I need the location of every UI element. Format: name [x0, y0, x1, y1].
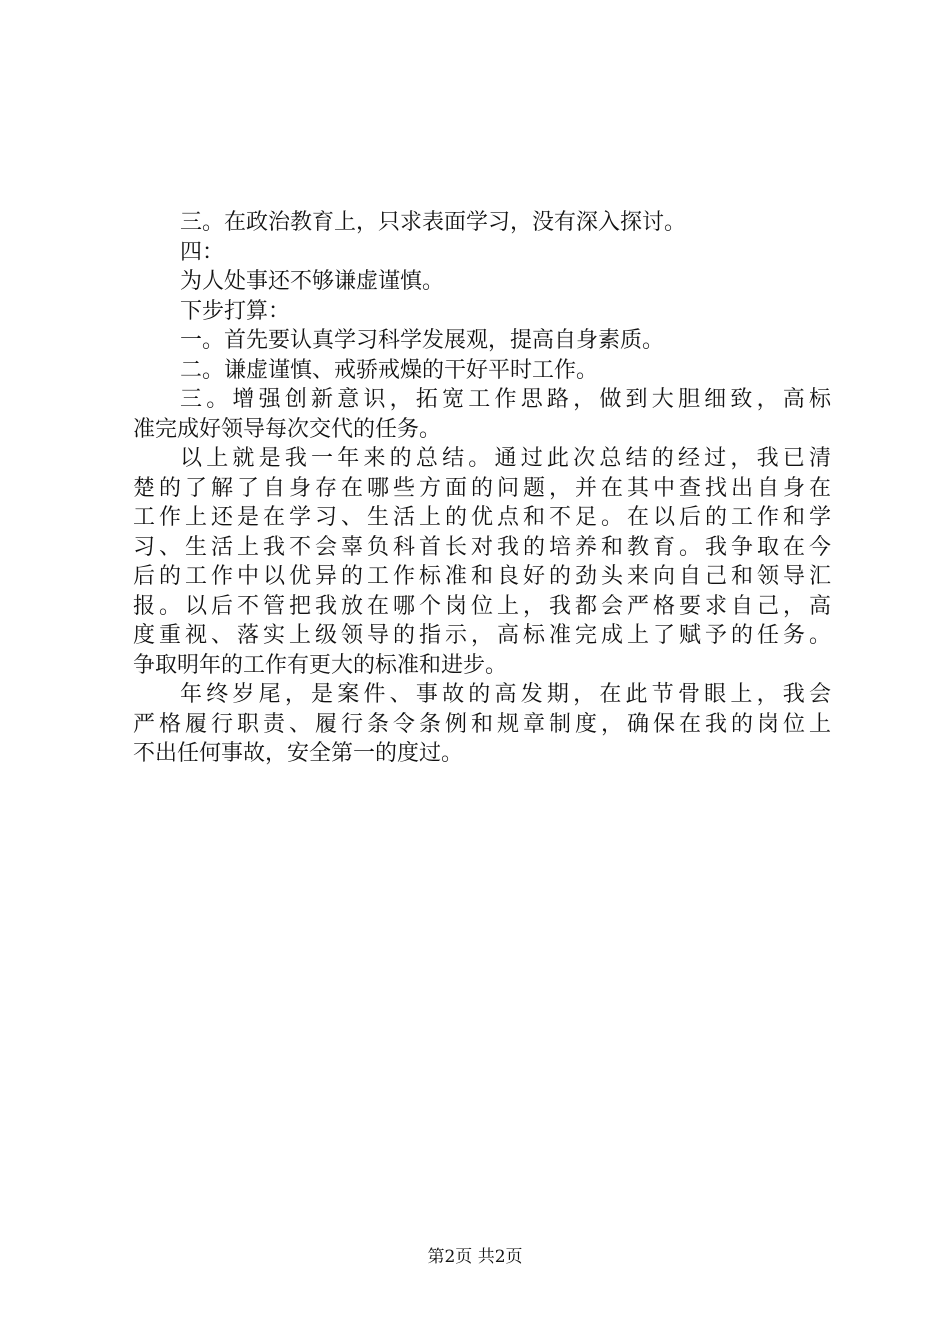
summary-line: 工作上还是在学习、生活上的优点和不足。在以后的工作和学: [133, 505, 831, 530]
text-line: 准完成好领导每次交代的任务。: [133, 416, 442, 442]
text-line: 一。首先要认真学习科学发展观，提高自身素质。: [180, 328, 665, 353]
closing-line: 年终岁尾，是案件、事故的高发期，在此节骨眼上，我会: [180, 682, 831, 707]
text-line: 二。谦虚谨慎、戒骄戒燥的干好平时工作。: [180, 357, 599, 383]
summary-line: 习、生活上我不会辜负科首长对我的培养和教育。我争取在今: [133, 534, 831, 560]
text-line: 为人处事还不够谦虚谨慎。: [180, 269, 445, 294]
summary-line: 楚的了解了自身存在哪些方面的问题，并在其中查找出自身在: [133, 475, 831, 501]
closing-line: 严格履行职责、履行条令条例和规章制度，确保在我的岗位上: [133, 711, 831, 737]
document-body: [133, 208, 831, 769]
closing-line: 不出任何事故，安全第一的度过。: [133, 741, 464, 766]
summary-line: 争取明年的工作有更大的标准和进步。: [133, 652, 508, 678]
summary-line: 后的工作中以优异的工作标准和良好的劲头来向自己和领导汇: [133, 564, 831, 589]
text-line: 四：: [180, 239, 225, 265]
text-line: 下步打算：: [180, 298, 291, 324]
summary-line: 报。以后不管把我放在哪个岗位上，我都会严格要求自己，高: [133, 593, 831, 619]
page-number-footer: 第2页 共2页: [427, 1247, 523, 1267]
text-line: 三。在政治教育上，只求表面学习，没有深入探讨。: [180, 210, 687, 235]
summary-line: 以上就是我一年来的总结。通过此次总结的经过，我已清: [180, 446, 831, 471]
text-line: 三。增强创新意识，拓宽工作思路，做到大胆细致，高标: [180, 387, 831, 412]
summary-line: 度重视、落实上级领导的指示，高标准完成上了赋予的任务。: [133, 623, 831, 648]
